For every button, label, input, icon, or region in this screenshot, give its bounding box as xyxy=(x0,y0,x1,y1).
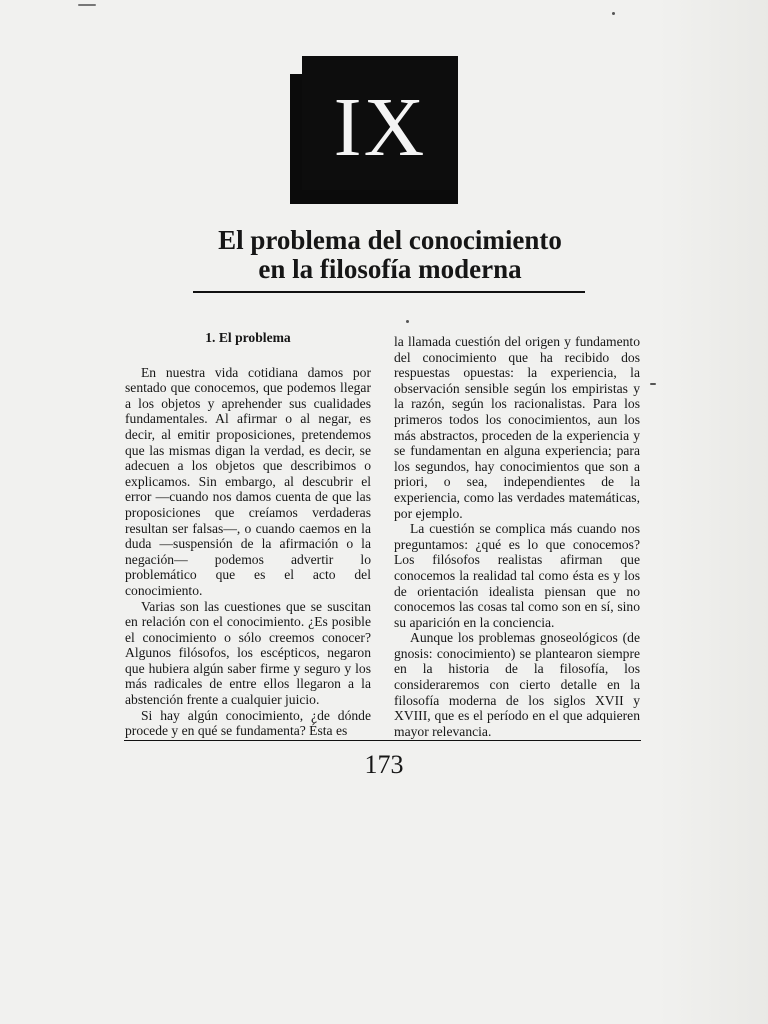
chapter-title-line-1: El problema del conocimiento xyxy=(218,225,562,255)
scan-speck xyxy=(612,12,615,15)
scan-speck xyxy=(650,383,656,385)
left-text-column xyxy=(125,330,371,739)
chapter-number-block xyxy=(302,56,458,190)
page-number: 173 xyxy=(364,750,404,779)
section-heading: 1. El problema xyxy=(205,330,291,345)
scan-edge-shading xyxy=(658,0,768,1024)
paragraph: Varias son las cuestiones que se suscitan en relación con el conocimiento. ¿Es posible el conocimiento o sólo creemos conocer? Algunos filósofos, los escépticos, negaron que hubiera algún saber firme y seguro y los más radicales de entre ellos llegaron a la abstención frente a cualquier juicio. xyxy=(125,598,371,708)
chapter-title-line-2: en la filosofía moderna xyxy=(258,254,522,284)
scan-speck xyxy=(78,4,96,6)
right-text-column xyxy=(394,334,640,739)
paragraph: La cuestión se complica más cuando nos preguntamos: ¿qué es lo que conocemos? Los filósofos realistas afirman que conocemos la realidad tal como ésta es y los de orientación idealista piensan que no conocemos las cosas tal como son en sí, sino su aparición en la conciencia. xyxy=(394,521,640,630)
chapter-numeral: IX xyxy=(333,81,427,174)
scan-speck xyxy=(406,320,409,323)
footer-divider xyxy=(124,740,641,741)
paragraph: Si hay algún conocimiento, ¿de dónde procede y en qué se fundamenta? Ésta es xyxy=(125,707,371,739)
paragraph: En nuestra vida cotidiana damos por sentado que conocemos, que podemos llegar a los objetos y aprehender sus cualidades fundamentales. Al afirmar o al negar, es decir, al emitir proposiciones, pretendemos que las mismas digan la verdad, es decir, se adecuen a los objetos que describimos o explicamos. Sin embargo, al descubrir el error —cuando nos damos cuenta de que las proposiciones que creíamos verdaderas resultan ser falsas—, o cuando caemos en la duda —suspensión de la afirmación o la negación— podemos advertir lo problemático que es el acto del conocimiento. xyxy=(125,364,371,598)
chapter-title xyxy=(180,226,600,284)
paragraph: Aunque los problemas gnoseológicos (de gnosis: conocimiento) se plantearon siempre en la historia de la filosofía, los consideraremos con cierto detalle en la filosofía moderna de los siglos XVII y XVIII, que es el período en el que adquieren mayor relevancia. xyxy=(394,630,640,739)
title-divider xyxy=(193,291,585,293)
paragraph: la llamada cuestión del origen y fundamento del conocimiento que ha recibido dos respuestas opuestas: la experiencia, la observación sensible según los empiristas y la razón, según los racionalistas. Para los primeros todos los conocimientos, aun los más abstractos, proceden de la experiencia y se fundamentan en alguna experiencia; para los segundos, hay conocimientos que son a priori, o sea, independientes de la experiencia, como las verdades matemáticas, por ejemplo. xyxy=(394,334,640,521)
